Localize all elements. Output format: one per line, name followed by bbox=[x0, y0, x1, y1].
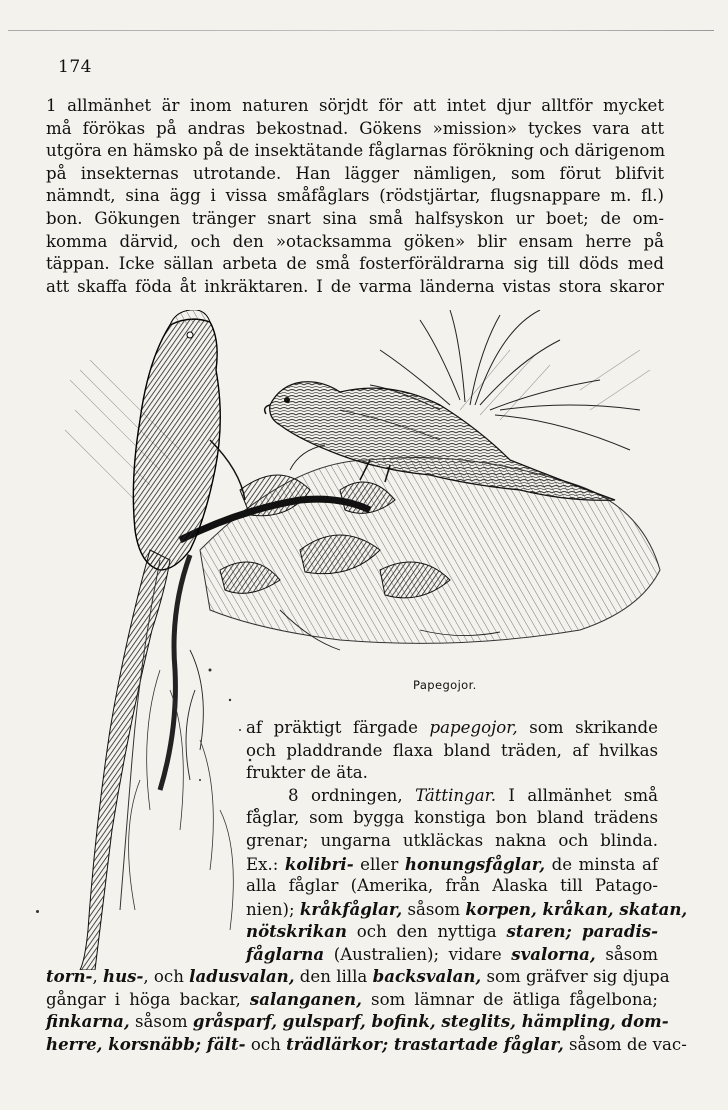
text-line: på insekternas utrotande. Han lägger nämligen, som förut blifvit bbox=[46, 163, 664, 183]
text-line: nämndt, sina ägg i vissa småfåglars (rödstjärtar, flugsnappare m. fl.) bbox=[46, 186, 664, 206]
dark-long-tailed-parrot bbox=[80, 310, 245, 970]
text-line: alla fåglar (Amerika, från Alaska till Patago- bbox=[246, 876, 658, 896]
text-line: täppan. Icke sällan arbeta de små fosterföräldrarna sig till döds med bbox=[46, 254, 664, 274]
text-line: må förökas på andras bekostnad. Gökens »mission» tyckes vara att bbox=[46, 118, 664, 138]
text-line: grenar; ungarna utkläckas nakna och blinda. bbox=[246, 830, 658, 850]
text-line: herre, korsnäbb; fält- och trädlärkor; trastartade fåglar, såsom de vac- bbox=[46, 1033, 687, 1054]
text-line: bon. Gökungen tränger snart sina små halfsyskon ur boet; de om- bbox=[46, 208, 664, 228]
text-line: fåglar, som bygga konstiga bon bland trädens bbox=[246, 808, 658, 828]
text-line: finkarna, såsom gråsparf, gulsparf, bofink, steglits, hämpling, dom- bbox=[46, 1011, 669, 1032]
top-rule bbox=[8, 30, 714, 31]
text-line: torn-, hus-, och ladusvalan, den lilla backsvalan, som gräfver sig djupa bbox=[46, 966, 670, 986]
bottom-paragraph bbox=[46, 965, 687, 1055]
figure-caption: Papegojor. bbox=[413, 678, 477, 692]
page-number: 174 bbox=[58, 57, 92, 77]
margin-dot bbox=[36, 910, 39, 913]
paragraph-top bbox=[46, 95, 664, 298]
text-line: utgöra en hämsko på de insektätande fåglarnas förökning och därigenom bbox=[46, 141, 666, 161]
text-line: 1 allmänhet är inom naturen sörjdt för att intet djur alltför mycket bbox=[46, 96, 664, 115]
text-line: att skaffa föda åt inkräktaren. I de varma länderna vistas stora skaror bbox=[46, 276, 664, 296]
text-line: 8 ordningen, Tättingar. I allmänhet små bbox=[288, 785, 658, 805]
text-line: komma därvid, och den »otacksamma göken» blir ensam herre på bbox=[46, 231, 664, 251]
text-line: nötskrikan och den nyttiga staren; paradis- bbox=[246, 921, 659, 942]
column-paragraph bbox=[246, 717, 688, 966]
text-line: Ex.: kolibri- eller honungsfåglar, de minsta af bbox=[246, 853, 658, 874]
text-line: gångar i höga backar, salanganen, som lämnar de ätliga fågelbona; bbox=[46, 988, 659, 1009]
text-line: fåglarna (Australien); vidare svalorna, såsom bbox=[246, 943, 658, 964]
text-line: frukter de äta. bbox=[246, 763, 368, 783]
text-line: nien); kråkfåglar, såsom korpen, kråkan, skatan, bbox=[246, 898, 688, 919]
text-line: och pladdrande flaxa bland träden, af hvilkas bbox=[246, 740, 658, 760]
text-line: af präktigt färgade papegojor, som skrikande bbox=[246, 718, 658, 737]
